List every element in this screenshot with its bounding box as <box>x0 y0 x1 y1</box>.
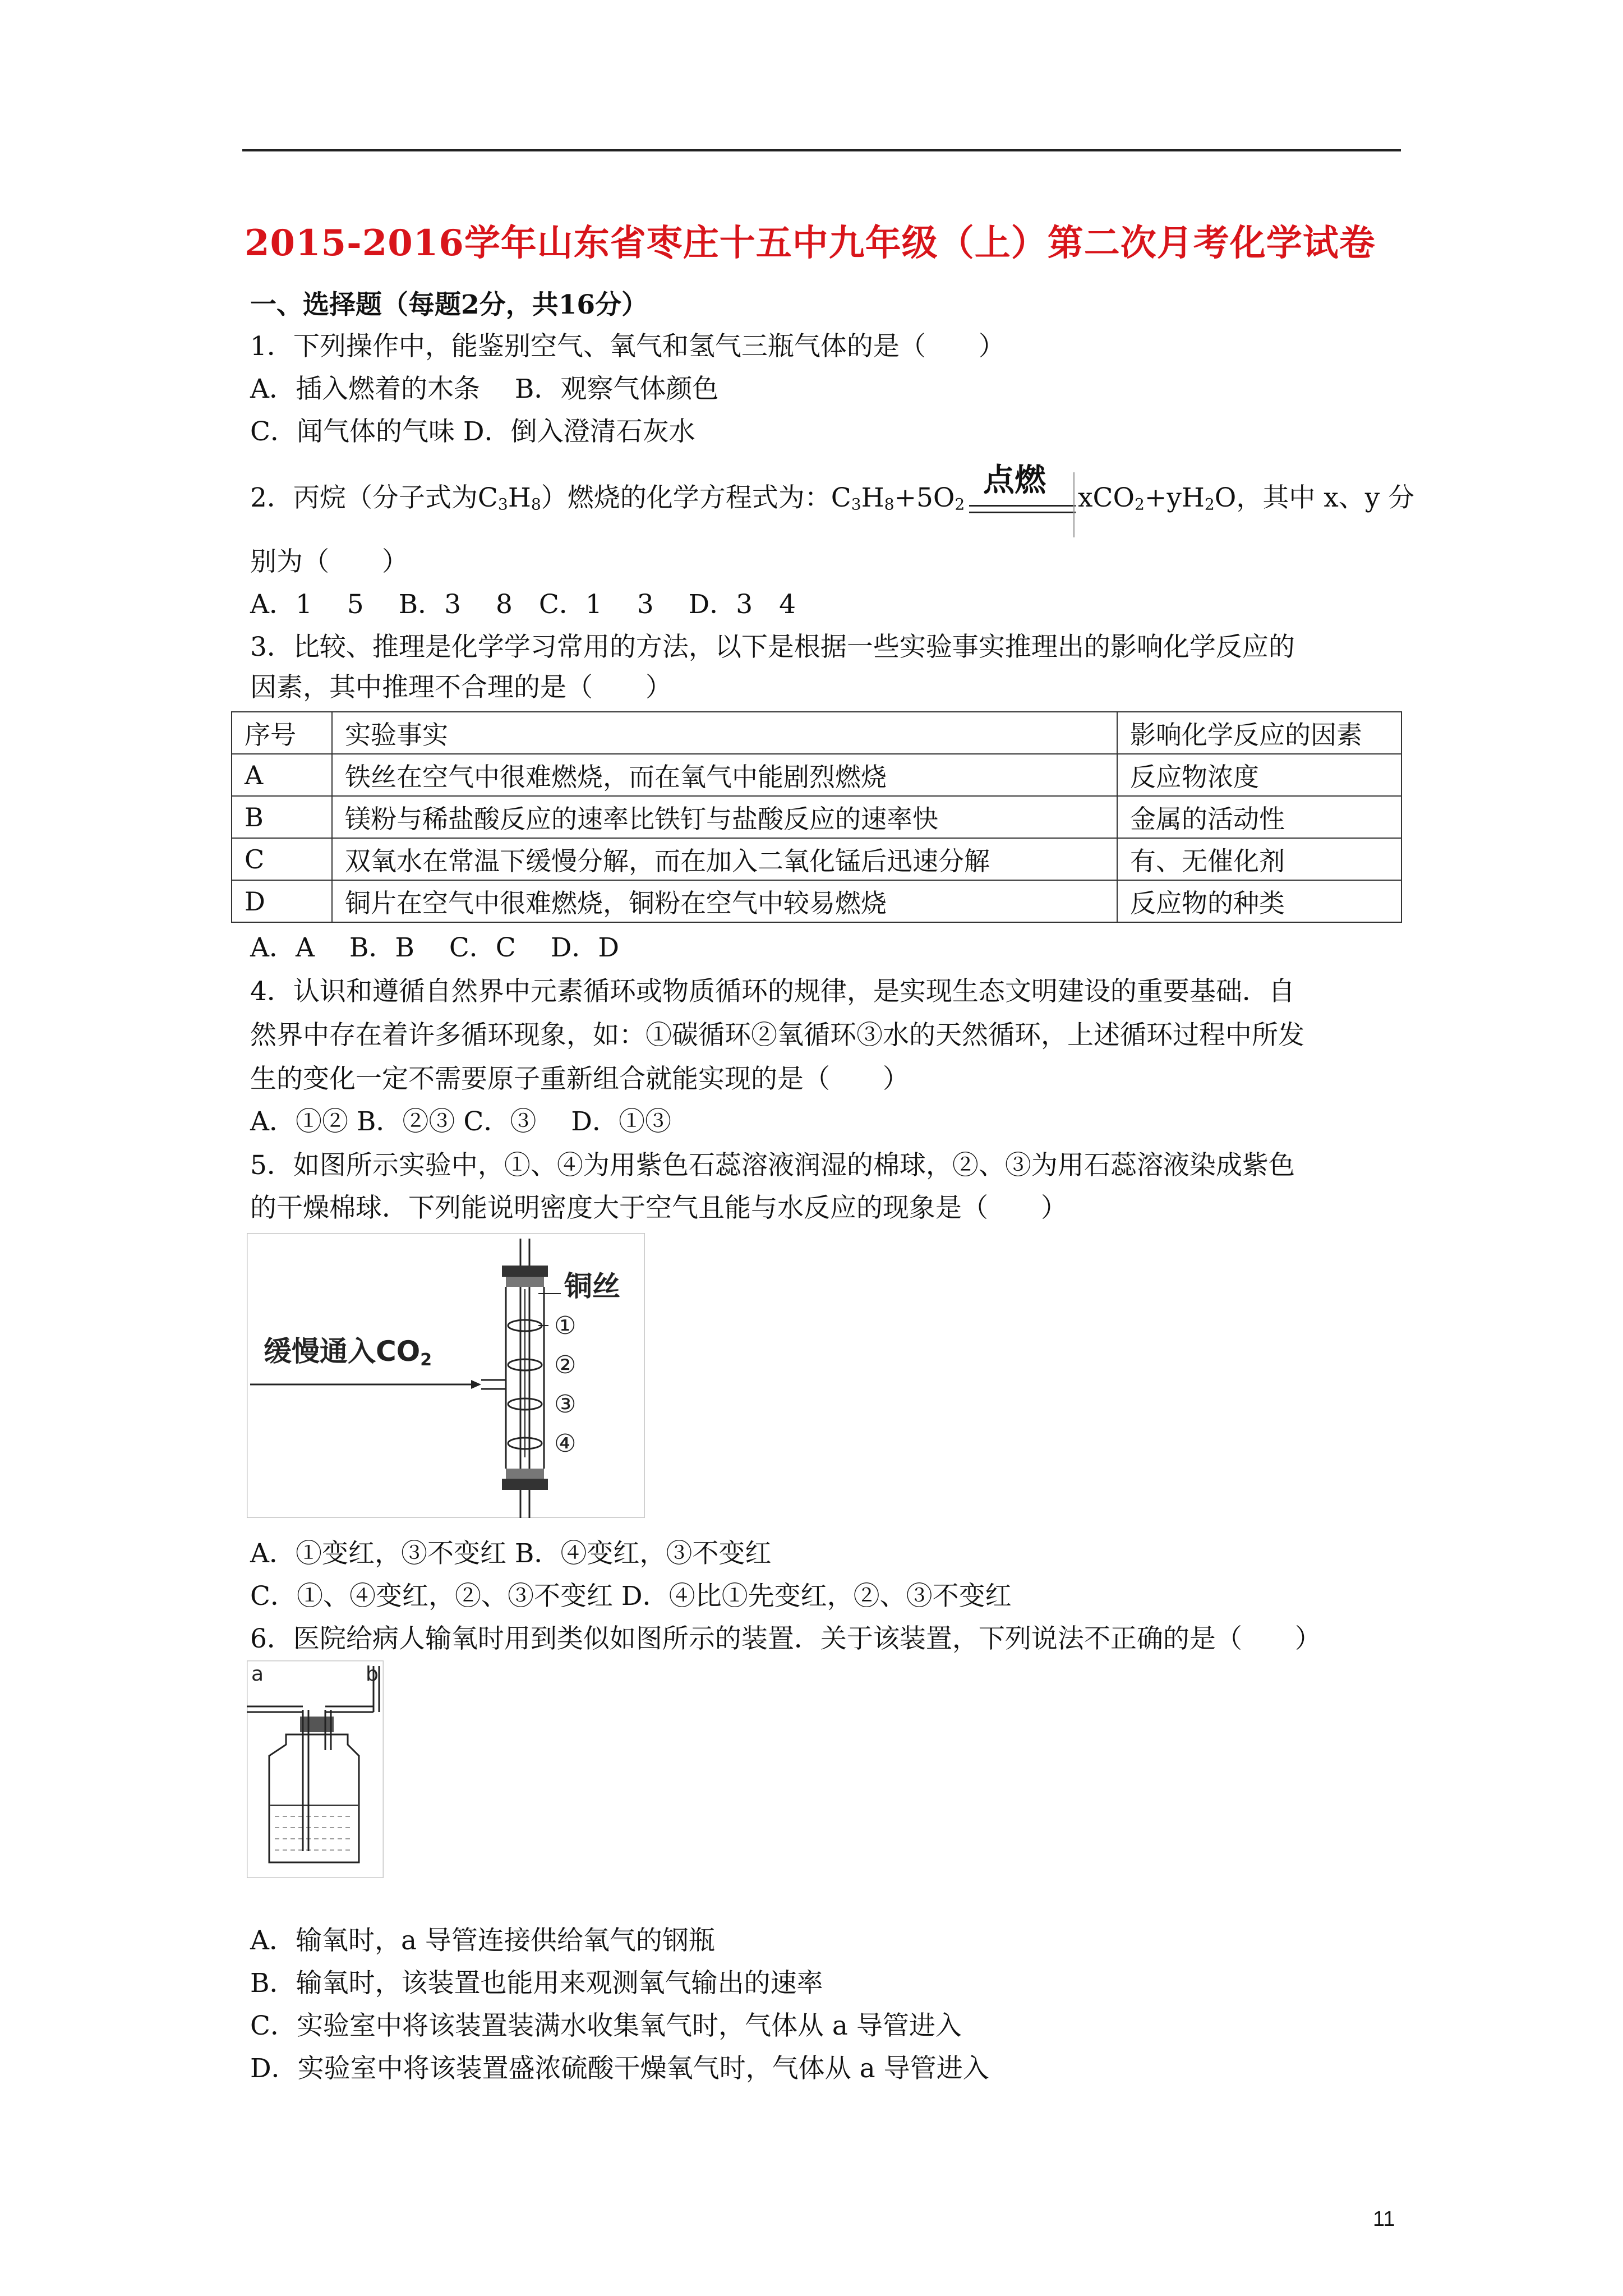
page-number: 11 <box>1373 2207 1395 2231</box>
tube-b-label: b <box>366 1663 379 1686</box>
table-cell: A <box>232 754 332 796</box>
table-cell: 金属的活动性 <box>1117 796 1401 838</box>
q5-options-cd: C．①、④变红，②、③不变红 D．④比①先变红，②、③不变红 <box>250 1581 1012 1612</box>
q4-stem-line3: 生的变化一定不需要原子重新组合就能实现的是（ ） <box>250 1064 909 1094</box>
q5-stem-line2: 的干燥棉球．下列能说明密度大于空气且能与水反应的现象是（ ） <box>250 1193 1067 1223</box>
table-header-cell: 实验事实 <box>332 712 1117 754</box>
table-cell: 铁丝在空气中很难燃烧，而在氧气中能剧烈燃烧 <box>332 754 1117 796</box>
copper-wire-label: 铜丝 <box>564 1270 620 1303</box>
table-cell: 铜片在空气中很难燃烧，铜粉在空气中较易燃烧 <box>332 880 1117 922</box>
q4-stem-line2: 然界中存在着许多循环现象，如：①碳循环②氧循环③水的天然循环，上述循环过程中所发 <box>250 1020 1304 1051</box>
q2-equation-right: $xCO_2+yH_2O$，其中 x、y 分 <box>1078 482 1415 514</box>
q4-options: A．①② B．②③ C．③ D．①③ <box>250 1106 671 1137</box>
table-cell: 反应物的种类 <box>1117 880 1401 922</box>
table-cell: 镁粉与稀盐酸反应的速率比铁钉与盐酸反应的速率快 <box>332 796 1117 838</box>
table-row <box>232 796 1401 838</box>
table-header-cell: 影响化学反应的因素 <box>1117 712 1401 754</box>
ball-label: ④ <box>554 1429 577 1458</box>
table-row <box>232 754 1401 796</box>
q3-table <box>231 711 1402 923</box>
q6-figure-gas-bottle <box>247 1660 384 1878</box>
q2-stem: 2．丙烷（分子式为$C_3H_8$）燃烧的化学方程式为：$C_3H_8+5O_2$ <box>250 482 965 514</box>
table-cell: B <box>232 796 332 838</box>
q4-stem-line1: 4．认识和遵循自然界中元素循环或物质循环的规律，是实现生态文明建设的重要基础．自 <box>250 976 1295 1007</box>
table-cell: 有、无催化剂 <box>1117 838 1401 880</box>
table-cell: 双氧水在常温下缓慢分解，而在加入二氧化锰后迅速分解 <box>332 838 1117 880</box>
table-cell: D <box>232 880 332 922</box>
q3-options: A．A B．B C．C D．D <box>250 932 620 963</box>
q5-options-ab: A．①变红，③不变红 B．④变红，③不变红 <box>250 1538 772 1569</box>
q1-stem: 1．下列操作中，能鉴别空气、氧气和氢气三瓶气体的是（ ） <box>250 331 1005 362</box>
q2-options: A．1 5 B．3 8 C．1 3 D．3 4 <box>250 589 796 620</box>
co2-inlet-label: 缓慢通入CO2 <box>264 1335 432 1370</box>
table-row <box>232 880 1401 922</box>
q6-option-d: D．实验室中将该装置盛浓硫酸干燥氧气时，气体从 a 导管进入 <box>250 2053 989 2084</box>
q5-figure-co2-tube <box>247 1233 645 1518</box>
q6-option-b: B．输氧时，该装置也能用来观测氧气输出的速率 <box>250 1968 823 1999</box>
table-header-row <box>232 712 1401 754</box>
section-heading: 一、选择题（每题2分，共16分） <box>250 289 648 320</box>
header-rule <box>242 149 1401 151</box>
q2-stem-line2: 别为（ ） <box>250 546 408 577</box>
tube-a-label: a <box>251 1663 264 1686</box>
table-cell: 反应物浓度 <box>1117 754 1401 796</box>
ball-label: ③ <box>554 1390 577 1419</box>
ball-label: ② <box>554 1351 577 1379</box>
q6-stem: 6．医院给病人输氧时用到类似如图所示的装置．关于该装置，下列说法不正确的是（ ） <box>250 1623 1321 1654</box>
q5-stem-line1: 5．如图所示实验中，①、④为用紫色石蕊溶液润湿的棉球，②、③为用石蕊溶液染成紫色 <box>250 1150 1295 1181</box>
q1-options-ab: A．插入燃着的木条 B．观察气体颜色 <box>250 374 719 404</box>
exam-title: 2015-2016学年山东省枣庄十五中九年级（上）第二次月考化学试卷 <box>245 222 1376 264</box>
ball-label: ① <box>554 1312 577 1340</box>
q3-stem-line2: 因素，其中推理不合理的是（ ） <box>250 672 672 703</box>
table-cell: C <box>232 838 332 880</box>
reaction-condition-label: 点燃 <box>983 462 1046 499</box>
table-row <box>232 838 1401 880</box>
table-header-cell: 序号 <box>232 712 332 754</box>
reaction-condition <box>969 455 1076 537</box>
q6-option-c: C．实验室中将该装置装满水收集氧气时，气体从 a 导管进入 <box>250 2010 962 2041</box>
q6-option-a: A．输氧时，a 导管连接供给氧气的钢瓶 <box>250 1925 715 1956</box>
q3-stem-line1: 3．比较、推理是化学学习常用的方法，以下是根据一些实验事实推理出的影响化学反应的 <box>250 632 1295 662</box>
q1-options-cd: C．闻气体的气味 D．倒入澄清石灰水 <box>250 416 695 447</box>
